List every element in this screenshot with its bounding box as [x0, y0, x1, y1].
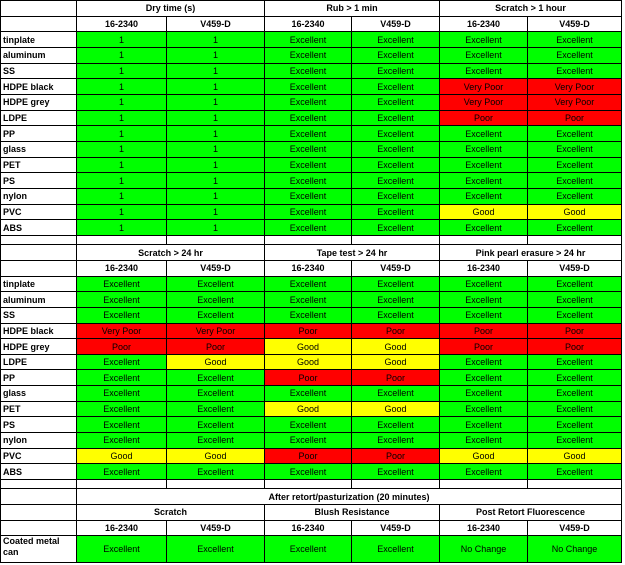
- table-row: [1, 401, 622, 417]
- rating-cell: No Change: [440, 536, 528, 563]
- rating-cell: Excellent: [265, 433, 352, 449]
- material-label: HDPE grey: [1, 339, 77, 355]
- rating-cell: Excellent: [440, 464, 528, 480]
- rating-cell: Excellent: [440, 417, 528, 433]
- spacer-cell: [440, 235, 528, 244]
- rating-cell: Excellent: [352, 47, 440, 63]
- blank-cell: [1, 1, 77, 17]
- blank-cell: [1, 520, 77, 536]
- rating-cell: Excellent: [265, 276, 352, 292]
- rating-cell: 1: [77, 94, 167, 110]
- material-label: glass: [1, 141, 77, 157]
- rating-cell: Excellent: [167, 292, 265, 308]
- rating-cell: Excellent: [528, 157, 622, 173]
- product-header: V459-D: [352, 520, 440, 536]
- rating-cell: Excellent: [167, 276, 265, 292]
- rating-cell: 1: [77, 32, 167, 48]
- rating-cell: Excellent: [352, 204, 440, 220]
- rating-cell: Excellent: [352, 536, 440, 563]
- rating-cell: 1: [167, 63, 265, 79]
- material-label: Coated metal can: [1, 536, 77, 563]
- rating-cell: Excellent: [352, 307, 440, 323]
- rating-cell: Very Poor: [528, 94, 622, 110]
- rating-cell: Excellent: [528, 433, 622, 449]
- rating-cell: 1: [167, 141, 265, 157]
- rating-cell: Excellent: [167, 386, 265, 402]
- spacer-cell: [77, 480, 167, 489]
- table-row: [1, 464, 622, 480]
- product-header: V459-D: [528, 16, 622, 32]
- rating-cell: 1: [167, 79, 265, 95]
- product-header: V459-D: [528, 260, 622, 276]
- rating-cell: Excellent: [352, 173, 440, 189]
- test-header: Post Retort Fluorescence: [440, 505, 622, 521]
- table-row: [1, 173, 622, 189]
- material-label: aluminum: [1, 47, 77, 63]
- rating-cell: Excellent: [528, 307, 622, 323]
- table-row: [1, 448, 622, 464]
- rating-cell: Excellent: [352, 126, 440, 142]
- rating-cell: Excellent: [352, 386, 440, 402]
- rating-cell: Excellent: [265, 32, 352, 48]
- rating-cell: Excellent: [352, 32, 440, 48]
- table-row: [1, 126, 622, 142]
- rating-cell: Excellent: [528, 126, 622, 142]
- spacer-cell: [528, 480, 622, 489]
- rating-cell: Poor: [352, 448, 440, 464]
- rating-cell: Poor: [528, 110, 622, 126]
- rating-cell: Very Poor: [167, 323, 265, 339]
- material-label: PET: [1, 401, 77, 417]
- product-header: V459-D: [352, 16, 440, 32]
- rating-cell: Excellent: [77, 307, 167, 323]
- rating-cell: 1: [167, 47, 265, 63]
- rating-cell: Excellent: [440, 188, 528, 204]
- rating-cell: Excellent: [265, 188, 352, 204]
- rating-cell: Excellent: [352, 63, 440, 79]
- rating-cell: Excellent: [167, 307, 265, 323]
- rating-cell: 1: [77, 204, 167, 220]
- rating-cell: Poor: [352, 323, 440, 339]
- rating-cell: Excellent: [440, 220, 528, 236]
- table-row: [1, 63, 622, 79]
- test-header-row: [1, 1, 622, 17]
- blank-cell: [1, 260, 77, 276]
- rating-cell: Excellent: [265, 307, 352, 323]
- rating-cell: Excellent: [440, 157, 528, 173]
- test-header: Scratch > 24 hr: [77, 245, 265, 261]
- rating-cell: Excellent: [167, 401, 265, 417]
- rating-cell: 1: [167, 188, 265, 204]
- rating-cell: Poor: [528, 323, 622, 339]
- rating-cell: Excellent: [167, 370, 265, 386]
- rating-cell: Excellent: [528, 292, 622, 308]
- table-row: [1, 354, 622, 370]
- rating-cell: Good: [265, 339, 352, 355]
- product-header: 16-2340: [440, 260, 528, 276]
- rating-cell: 1: [77, 220, 167, 236]
- rating-cell: Excellent: [77, 354, 167, 370]
- rating-cell: Excellent: [265, 110, 352, 126]
- product-header: 16-2340: [265, 520, 352, 536]
- rating-cell: Good: [352, 354, 440, 370]
- spacer-cell: [167, 480, 265, 489]
- rating-cell: Good: [440, 448, 528, 464]
- rating-cell: Excellent: [77, 386, 167, 402]
- product-header: V459-D: [352, 260, 440, 276]
- material-label: ABS: [1, 464, 77, 480]
- rating-cell: Excellent: [77, 464, 167, 480]
- rating-cell: 1: [167, 110, 265, 126]
- rating-cell: Excellent: [528, 220, 622, 236]
- rating-cell: Excellent: [352, 417, 440, 433]
- test-header-row: [1, 505, 622, 521]
- material-label: PET: [1, 157, 77, 173]
- material-label: HDPE black: [1, 323, 77, 339]
- section-title: After retort/pasturization (20 minutes): [77, 489, 622, 505]
- rating-cell: Poor: [167, 339, 265, 355]
- product-header: V459-D: [167, 16, 265, 32]
- material-label: HDPE grey: [1, 94, 77, 110]
- material-label: aluminum: [1, 292, 77, 308]
- table-row: [1, 276, 622, 292]
- rating-cell: Excellent: [265, 536, 352, 563]
- table-row: [1, 339, 622, 355]
- rating-cell: Excellent: [528, 386, 622, 402]
- rating-cell: Excellent: [265, 386, 352, 402]
- rating-cell: Poor: [352, 370, 440, 386]
- test-header: Pink pearl erasure > 24 hr: [440, 245, 622, 261]
- rating-cell: Excellent: [265, 417, 352, 433]
- blank-cell: [1, 489, 77, 505]
- rating-cell: Excellent: [167, 417, 265, 433]
- product-header-row: [1, 260, 622, 276]
- rating-cell: Very Poor: [440, 94, 528, 110]
- rating-cell: Poor: [77, 339, 167, 355]
- rating-cell: Excellent: [167, 464, 265, 480]
- rating-cell: Excellent: [440, 307, 528, 323]
- rating-cell: 1: [167, 157, 265, 173]
- product-header: 16-2340: [265, 16, 352, 32]
- rating-cell: Excellent: [265, 220, 352, 236]
- rating-cell: Excellent: [528, 188, 622, 204]
- table-row: [1, 141, 622, 157]
- rating-cell: Excellent: [528, 354, 622, 370]
- rating-cell: 1: [77, 126, 167, 142]
- rating-cell: 1: [167, 220, 265, 236]
- rating-cell: Excellent: [77, 370, 167, 386]
- rating-cell: Poor: [265, 323, 352, 339]
- rating-cell: Excellent: [352, 292, 440, 308]
- material-label: PS: [1, 173, 77, 189]
- rating-cell: Excellent: [352, 141, 440, 157]
- rating-cell: Poor: [528, 339, 622, 355]
- spacer-cell: [265, 235, 352, 244]
- product-header: 16-2340: [77, 260, 167, 276]
- spacer-cell: [265, 480, 352, 489]
- blank-cell: [1, 16, 77, 32]
- rating-cell: Excellent: [528, 276, 622, 292]
- rating-cell: Excellent: [440, 292, 528, 308]
- table-row: [1, 188, 622, 204]
- table-row: [1, 220, 622, 236]
- rating-cell: Excellent: [352, 157, 440, 173]
- table-row: [1, 79, 622, 95]
- rating-cell: Excellent: [528, 141, 622, 157]
- rating-cell: Excellent: [352, 79, 440, 95]
- material-label: PP: [1, 370, 77, 386]
- material-label: PVC: [1, 448, 77, 464]
- rating-cell: Excellent: [77, 536, 167, 563]
- rating-cell: Very Poor: [440, 79, 528, 95]
- rating-cell: Excellent: [265, 464, 352, 480]
- rating-cell: Excellent: [265, 173, 352, 189]
- rating-cell: Excellent: [265, 63, 352, 79]
- rating-cell: Excellent: [265, 47, 352, 63]
- rating-cell: Excellent: [528, 370, 622, 386]
- spacer-cell: [1, 480, 77, 489]
- rating-cell: Excellent: [440, 276, 528, 292]
- table-row: [1, 292, 622, 308]
- test-header: Tape test > 24 hr: [265, 245, 440, 261]
- rating-cell: Excellent: [528, 173, 622, 189]
- rating-cell: Good: [528, 204, 622, 220]
- table-row: [1, 370, 622, 386]
- table-row: [1, 204, 622, 220]
- rating-cell: Excellent: [528, 464, 622, 480]
- table-row: [1, 157, 622, 173]
- spacer-cell: [528, 235, 622, 244]
- rating-cell: 1: [167, 204, 265, 220]
- product-header: V459-D: [528, 520, 622, 536]
- rating-cell: Excellent: [440, 370, 528, 386]
- spacer-cell: [77, 235, 167, 244]
- material-label: PP: [1, 126, 77, 142]
- spacer-cell: [352, 235, 440, 244]
- rating-cell: Poor: [440, 110, 528, 126]
- material-label: SS: [1, 63, 77, 79]
- rating-cell: Good: [167, 354, 265, 370]
- rating-cell: 1: [167, 173, 265, 189]
- spacer-cell: [167, 235, 265, 244]
- product-header: 16-2340: [440, 520, 528, 536]
- material-label: LDPE: [1, 110, 77, 126]
- rating-cell: Good: [528, 448, 622, 464]
- rating-cell: Excellent: [352, 464, 440, 480]
- rating-cell: Excellent: [440, 63, 528, 79]
- rating-cell: Excellent: [77, 292, 167, 308]
- rating-cell: Poor: [440, 339, 528, 355]
- rating-cell: Excellent: [352, 94, 440, 110]
- product-header: 16-2340: [440, 16, 528, 32]
- rating-cell: Excellent: [167, 433, 265, 449]
- rating-cell: Excellent: [440, 354, 528, 370]
- material-label: nylon: [1, 433, 77, 449]
- blank-cell: [1, 505, 77, 521]
- table-row: [1, 417, 622, 433]
- rating-cell: Excellent: [528, 63, 622, 79]
- test-header: Blush Resistance: [265, 505, 440, 521]
- rating-cell: Good: [265, 401, 352, 417]
- rating-cell: Good: [77, 448, 167, 464]
- material-label: SS: [1, 307, 77, 323]
- rating-cell: 1: [167, 126, 265, 142]
- rating-cell: Good: [352, 401, 440, 417]
- table-row: [1, 307, 622, 323]
- rating-cell: 1: [77, 79, 167, 95]
- material-label: nylon: [1, 188, 77, 204]
- rating-cell: Excellent: [440, 401, 528, 417]
- rating-cell: Poor: [265, 370, 352, 386]
- material-label: ABS: [1, 220, 77, 236]
- rating-cell: 1: [167, 94, 265, 110]
- material-label: glass: [1, 386, 77, 402]
- rating-cell: Excellent: [352, 220, 440, 236]
- test-header-row: [1, 245, 622, 261]
- spacer-row: [1, 235, 622, 244]
- rating-cell: Good: [440, 204, 528, 220]
- rating-cell: Excellent: [265, 79, 352, 95]
- product-header: V459-D: [167, 520, 265, 536]
- rating-cell: Excellent: [77, 401, 167, 417]
- rating-cell: Excellent: [440, 47, 528, 63]
- test-header: Rub > 1 min: [265, 1, 440, 17]
- test-header: Dry time (s): [77, 1, 265, 17]
- table-row: [1, 110, 622, 126]
- product-header-row: [1, 16, 622, 32]
- rating-cell: Excellent: [77, 417, 167, 433]
- test-header: Scratch: [77, 505, 265, 521]
- spacer-cell: [440, 480, 528, 489]
- product-header: V459-D: [167, 260, 265, 276]
- rating-cell: Excellent: [265, 204, 352, 220]
- rating-cell: Excellent: [528, 401, 622, 417]
- rating-cell: 1: [77, 157, 167, 173]
- material-label: tinplate: [1, 276, 77, 292]
- rating-cell: 1: [77, 47, 167, 63]
- product-header: 16-2340: [77, 16, 167, 32]
- rating-cell: Excellent: [352, 276, 440, 292]
- table-row: [1, 47, 622, 63]
- rating-cell: No Change: [528, 536, 622, 563]
- table-row: [1, 94, 622, 110]
- rating-cell: Very Poor: [77, 323, 167, 339]
- rating-cell: Excellent: [77, 433, 167, 449]
- rating-cell: Excellent: [528, 47, 622, 63]
- rating-cell: Excellent: [265, 94, 352, 110]
- rating-cell: 1: [77, 141, 167, 157]
- rating-cell: Excellent: [440, 173, 528, 189]
- table-row: [1, 386, 622, 402]
- material-label: HDPE black: [1, 79, 77, 95]
- rating-cell: Excellent: [440, 433, 528, 449]
- rating-cell: 1: [77, 63, 167, 79]
- rating-cell: Good: [352, 339, 440, 355]
- spacer-cell: [1, 235, 77, 244]
- rating-cell: Poor: [440, 323, 528, 339]
- rating-cell: Excellent: [265, 157, 352, 173]
- rating-cell: Poor: [265, 448, 352, 464]
- rating-cell: 1: [77, 173, 167, 189]
- rating-cell: Excellent: [352, 188, 440, 204]
- material-label: tinplate: [1, 32, 77, 48]
- product-header-row: [1, 520, 622, 536]
- table-row: [1, 536, 622, 563]
- rating-cell: Excellent: [440, 126, 528, 142]
- rating-cell: Excellent: [265, 292, 352, 308]
- section-title-row: [1, 489, 622, 505]
- rating-cell: Excellent: [440, 141, 528, 157]
- rating-cell: Excellent: [77, 276, 167, 292]
- rating-cell: Excellent: [440, 386, 528, 402]
- table-row: [1, 323, 622, 339]
- table-row: [1, 32, 622, 48]
- rating-cell: Excellent: [352, 433, 440, 449]
- rating-cell: Excellent: [265, 141, 352, 157]
- rating-cell: Excellent: [528, 32, 622, 48]
- rating-cell: Good: [167, 448, 265, 464]
- test-header: Scratch > 1 hour: [440, 1, 622, 17]
- material-label: PVC: [1, 204, 77, 220]
- rating-cell: Excellent: [352, 110, 440, 126]
- product-header: 16-2340: [77, 520, 167, 536]
- spacer-row: [1, 480, 622, 489]
- blank-cell: [1, 245, 77, 261]
- spacer-cell: [352, 480, 440, 489]
- rating-cell: 1: [167, 32, 265, 48]
- rating-cell: Good: [265, 354, 352, 370]
- rating-cell: Excellent: [440, 32, 528, 48]
- rating-cell: 1: [77, 110, 167, 126]
- table-row: [1, 433, 622, 449]
- rating-cell: Excellent: [167, 536, 265, 563]
- rating-cell: 1: [77, 188, 167, 204]
- rating-cell: Excellent: [265, 126, 352, 142]
- rating-cell: Very Poor: [528, 79, 622, 95]
- rating-cell: Excellent: [528, 417, 622, 433]
- material-label: PS: [1, 417, 77, 433]
- material-label: LDPE: [1, 354, 77, 370]
- product-header: 16-2340: [265, 260, 352, 276]
